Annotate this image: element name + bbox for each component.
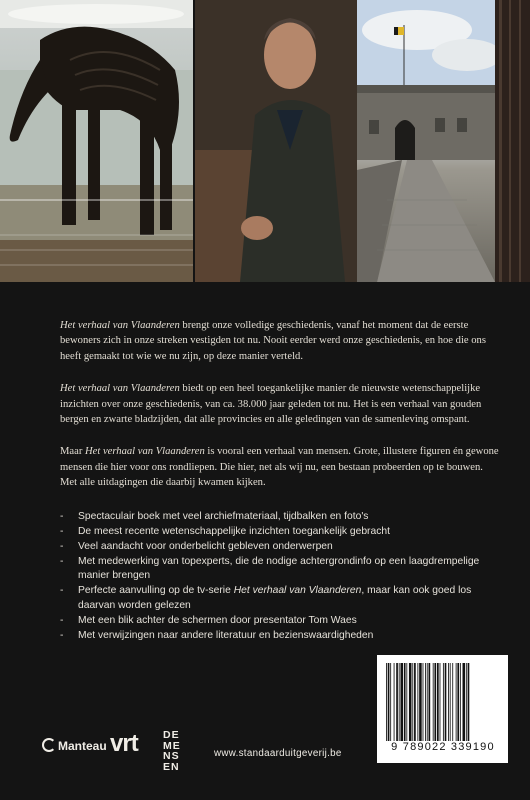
book-title-italic: Het verhaal van Vlaanderen bbox=[233, 585, 362, 597]
bullet-dash: - bbox=[60, 629, 64, 641]
demensen-logo-line: EN bbox=[163, 760, 180, 773]
bullet-dash: - bbox=[60, 556, 64, 568]
demensen-logo bbox=[163, 730, 195, 772]
paragraph-text: Maar bbox=[60, 446, 85, 458]
isbn-number: 9 789022 339190 bbox=[391, 741, 495, 753]
demensen-logo-line: NS bbox=[163, 750, 180, 762]
list-item-text: Veel aandacht voor onderbelicht gebleven onderwerpen bbox=[78, 541, 333, 553]
publisher-footer bbox=[0, 728, 530, 773]
demensen-logo-line: ME bbox=[163, 739, 181, 752]
photo-mammoth-skeleton bbox=[0, 0, 193, 282]
list-item bbox=[60, 614, 490, 628]
blurb-paragraph-3 bbox=[60, 444, 500, 490]
vrt-logo: vrt bbox=[110, 730, 138, 757]
blurb-paragraph-2 bbox=[60, 381, 500, 427]
photo-presenter bbox=[195, 0, 357, 282]
bullet-dash: - bbox=[60, 541, 64, 553]
book-title-italic: Het verhaal van Vlaanderen bbox=[60, 383, 180, 395]
photo-citadel bbox=[357, 0, 495, 282]
manteau-logo-icon bbox=[42, 738, 56, 752]
blurb-text bbox=[60, 318, 500, 508]
list-item-text: Met verwijzingen naar andere literatuur en bezienswaardigheden bbox=[78, 629, 374, 641]
demensen-logo-line: DE bbox=[163, 729, 180, 741]
paragraph-text: is vooral een verhaal van mensen. Grote, illustere figuren én gewone mensen die hier voor ons rondliepen. Die hier, net als wij nu, een bestaan probeerden op te bouwen. Met alle uitdagingen die daarbij kwamen kijken. bbox=[60, 446, 499, 489]
list-item-text: , maar kan ook goed los daarvan worden gelezen bbox=[78, 585, 472, 611]
paragraph-text: brengt onze volledige geschiedenis, vanaf het moment dat de eerste bewoners zich in onze streken vestigden tot nu. Nooit eerder werd onze geschiedenis, en hoe die ons heeft gemaakt tot wie we nu zijn, op deze manier verteld. bbox=[60, 320, 486, 362]
list-item-text: Spectaculair boek met veel archiefmateriaal, tijdbalken en foto's bbox=[78, 511, 369, 522]
blurb-paragraph-1 bbox=[60, 318, 500, 364]
list-item bbox=[60, 510, 490, 524]
publisher-website: www.standaarduitgeverij.be bbox=[214, 748, 342, 759]
list-item-text: Met een blik achter de schermen door presentator Tom Waes bbox=[78, 614, 357, 626]
manteau-logo-text: Manteau bbox=[58, 739, 107, 753]
bullet-dash: - bbox=[60, 511, 64, 522]
cover-photo-strip bbox=[0, 0, 530, 282]
book-title-italic: Het verhaal van Vlaanderen bbox=[85, 446, 205, 458]
list-item-text: Perfecte aanvulling op de tv-serie bbox=[78, 585, 234, 597]
bullet-dash: - bbox=[60, 526, 64, 538]
bullet-dash: - bbox=[60, 614, 64, 626]
list-item bbox=[60, 525, 490, 539]
bullet-dash: - bbox=[60, 585, 64, 597]
list-item bbox=[60, 555, 490, 583]
list-item-text: Met medewerking van topexperts, die de nodige achtergrondinfo op een laagdrempelige manier brengen bbox=[78, 556, 480, 582]
list-item bbox=[60, 540, 490, 554]
list-item bbox=[60, 629, 490, 643]
list-item bbox=[60, 584, 490, 612]
photo-wooden-door bbox=[495, 0, 530, 282]
feature-list bbox=[60, 510, 490, 644]
manteau-logo bbox=[42, 738, 107, 753]
paragraph-text: biedt op een heel toegankelijke manier de nieuwste wetenschappelijke inzichten over onze geschiedenis, van ca. 38.000 jaar geleden tot nu. Het is een verhaal van gouden bergen en zwarte bladzijden, dat alle provincies en alle geledingen van de samenleving omspant. bbox=[60, 383, 482, 426]
list-item-text: De meest recente wetenschappelijke inzichten toegankelijk gebracht bbox=[78, 526, 390, 538]
book-title-italic: Het verhaal van Vlaanderen bbox=[60, 320, 180, 331]
